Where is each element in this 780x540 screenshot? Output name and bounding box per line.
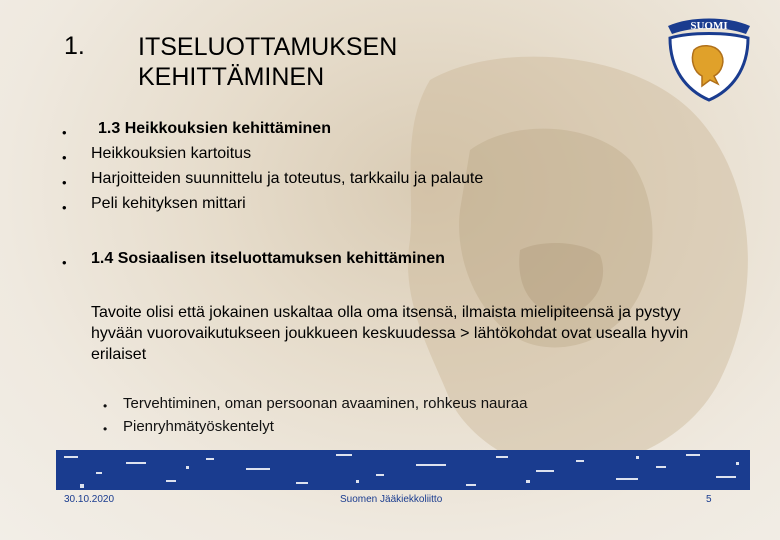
bullet-dot: •	[62, 125, 67, 140]
footer-date: 30.10.2020	[64, 494, 115, 505]
ice-texture-graphic	[56, 450, 750, 490]
footer-page-number: 5	[706, 494, 712, 505]
suomi-lion-logo	[660, 14, 758, 102]
footer-organization: Suomen Jääkiekkoliitto	[340, 494, 443, 505]
bullet-dot: •	[62, 200, 67, 215]
list-item: Heikkouksien kartoitus	[91, 145, 252, 162]
slide-title	[138, 32, 397, 92]
bullet-dot: •	[62, 175, 67, 190]
bullet-dot: •	[103, 399, 108, 413]
title-line-1: ITSELUOTTAMUKSEN	[138, 33, 398, 61]
list-item-heading-1-4: 1.4 Sosiaalisen itseluottamuksen kehittäminen	[91, 250, 445, 267]
bullet-dot: •	[103, 422, 108, 436]
bullet-dot: •	[62, 255, 67, 270]
slide-number-heading: 1.	[64, 32, 85, 60]
ice-texture-band	[56, 450, 750, 490]
title-line-2: KEHITTÄMINEN	[138, 63, 325, 91]
bullet-dot: •	[62, 150, 67, 165]
list-item: Peli kehityksen mittari	[91, 195, 246, 212]
sub-list-item: Tervehtiminen, oman persoonan avaaminen, rohkeus nauraa	[123, 395, 528, 412]
list-item-heading-1-3: 1.3 Heikkouksien kehittäminen	[98, 120, 331, 137]
logo-text: SUOMI	[690, 20, 728, 32]
list-item: Harjoitteiden suunnittelu ja toteutus, tarkkailu ja palaute	[91, 170, 484, 187]
sub-list-item: Pienryhmätyöskentelyt	[123, 418, 274, 435]
goal-paragraph: Tavoite olisi että jokainen uskaltaa olla oma itsensä, ilmaista mielipiteensä ja pystyy hyvään vuorovaikutukseen joukkueen keskuudessa > lähtökohdat ovat usealla hyvin erilaiset	[91, 304, 689, 363]
